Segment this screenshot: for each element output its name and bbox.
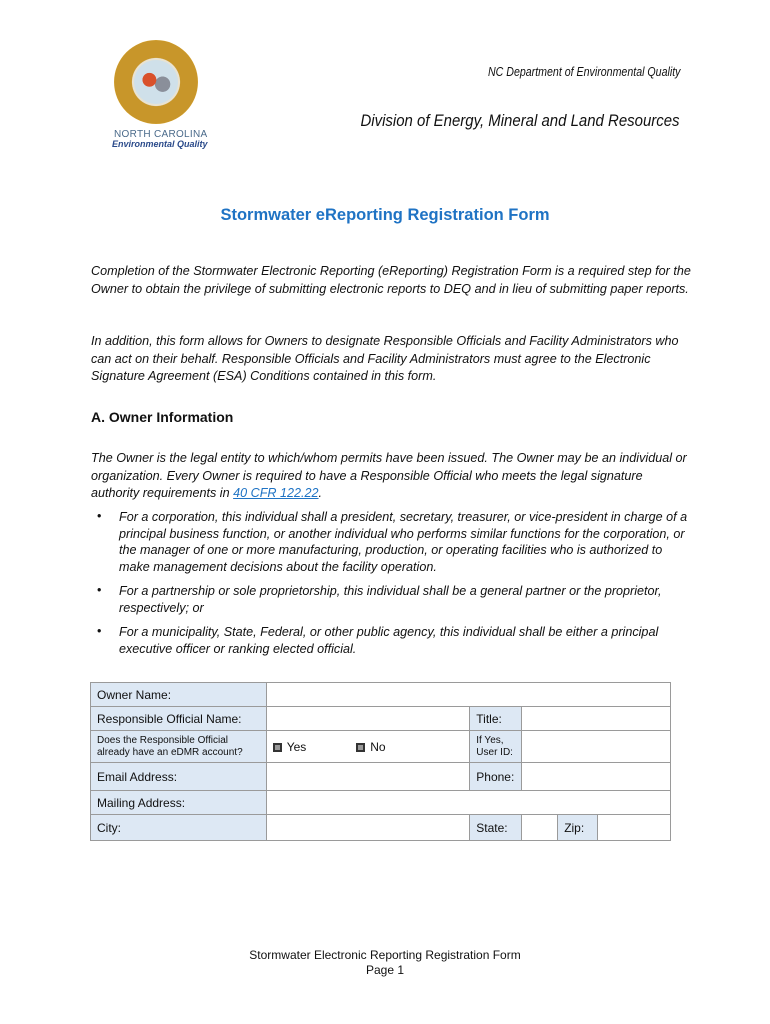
owner-paragraph: The Owner is the legal entity to which/whom permits have been issued. The Owner may be an individual or organization. Every Owner is required to have a Responsible Official who meets the legal signature authority requirements in 40 CFR 122.22. [91,451,687,500]
nc-seal-logo [114,40,198,124]
division: Division of Energy, Mineral and Land Resources [360,111,680,130]
intro-paragraph: In addition, this form allows for Owners to designate Responsible Officials and Facility Administrators who can act on their behalf. Responsible Officials and Facility Administrators must agree to the Electronic Signature Agreement (ESA) Conditions contained in this form. [91,334,679,383]
cfr-link[interactable]: 40 CFR 122.22 [233,486,319,500]
mailing-field[interactable] [266,791,670,815]
phone-label: Phone: [470,763,522,791]
city-field[interactable] [266,815,470,841]
footer: Stormwater Electronic Reporting Registration Form Page 1 [249,948,521,977]
yes-checkbox[interactable]: Yes [273,740,307,754]
checkbox-icon [356,743,365,752]
zip-label: Zip: [558,815,598,841]
mailing-label: Mailing Address: [91,791,267,815]
title-label: Title: [470,707,522,731]
user-id-field[interactable] [522,731,671,763]
section-heading: A. Owner Information [91,409,234,425]
ro-name-field[interactable] [266,707,470,731]
page-title: Stormwater eReporting Registration Form [220,206,550,224]
bullet-text: For a municipality, State, Federal, or other public agency, this individual shall be either a principal executive officer or ranking elected official. [119,625,659,656]
state-field[interactable] [522,815,558,841]
edmr-options [266,731,470,763]
logo-text: NORTH CAROLINA [114,129,208,140]
bullet: • [97,624,102,638]
owner-name-field[interactable] [266,683,670,707]
ro-name-label: Responsible Official Name: [91,707,267,731]
intro-paragraph: Completion of the Stormwater Electronic Reporting (eReporting) Registration Form is a required step for the Owner to obtain the privilege of submitting electronic reports to DEQ and in lieu of submitting paper reports. [91,264,691,296]
owner-info-table [90,682,671,841]
email-label: Email Address: [91,763,267,791]
title-field[interactable] [522,707,671,731]
zip-field[interactable] [598,815,671,841]
email-field[interactable] [266,763,470,791]
phone-field[interactable] [522,763,671,791]
bullet: • [97,583,102,597]
no-checkbox[interactable]: No [356,740,385,754]
checkbox-icon [273,743,282,752]
bullet: • [97,509,102,523]
bullet-text: For a corporation, this individual shall a president, secretary, treasurer, or vice-president in charge of a principal business function, or another individual who performs similar functions for the corporation, or the manager of one or more manufacturing, production, or operating facilities who is authorized to make management decisions about the facility operation. [119,510,688,574]
owner-name-label: Owner Name: [91,683,267,707]
state-label: State: [470,815,522,841]
city-label: City: [91,815,267,841]
edmr-question: Does the Responsible Official already have an eDMR account? [91,731,267,763]
department: NC Department of Environmental Quality [487,65,680,79]
logo-subtext: Environmental Quality [112,139,208,149]
bullet-text: For a partnership or sole proprietorship, this individual shall be a general partner or the proprietor, respectively; or [119,584,662,615]
user-id-label: If Yes, User ID: [470,731,522,763]
